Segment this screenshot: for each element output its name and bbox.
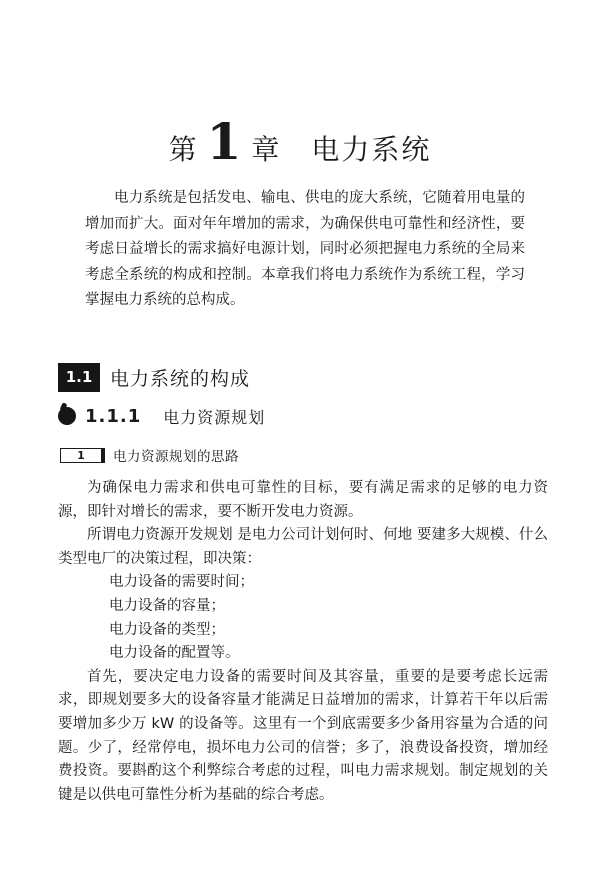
paragraph: 首先，要决定电力设备的需要时间及其容量，重要的是要考虑长远需求，即规划要多大的设备容量才能满足日益增加的需求，计算若干年以后需要增加多少万 kW 的设备等。这里有一个到底需要多少备用容量为合适的问题。少了，经常停电，损坏电力公司的信誉；多了，浪费设备投资，增加经费投资。要斟酌这个利弊综合考虑的过程，叫电力需求规划。制定规划的关键是以供电可靠性分析为基础的综合考虑。	[58, 668, 548, 803]
chapter-intro: 电力系统是包括发电、输电、供电的庞大系统，它随着用电量的增加而扩大。面对年年增加的需求，为确保供电可靠性和经济性，要考虑日益增长的需求搞好电源计划，同时必须把握电力系统的全局来考虑全系统的构成和控制。本章我们将电力系统作为系统工程，学习掌握电力系统的总构成。	[85, 190, 525, 308]
paragraph: 所谓电力资源开发规划 是电力公司计划何时、何地 要建多大规模、什么类型电厂的决策过程，即决策：	[58, 527, 548, 567]
apple-bullet-icon	[58, 407, 76, 425]
subsection-number: 1.1.1	[85, 405, 142, 427]
chapter-suffix: 章	[251, 133, 280, 166]
item-title: 电力资源规划的思路	[113, 449, 239, 465]
list-item: 电力设备的容量；	[109, 597, 225, 614]
subsection-heading	[58, 402, 265, 430]
section-heading	[58, 362, 250, 392]
list-item: 电力设备的配置等。	[109, 645, 240, 662]
chapter-name: 电力系统	[311, 133, 432, 166]
body-text	[58, 477, 548, 807]
list-item: 电力设备的需要时间；	[109, 574, 254, 591]
section-number: 1.1	[58, 363, 100, 392]
item-number: 1	[60, 448, 105, 463]
subsection-title: 电力资源规划	[163, 407, 266, 427]
item-heading	[60, 444, 239, 466]
section-title: 电力系统的构成	[110, 367, 251, 390]
paragraph: 为确保电力需求和供电可靠性的目标，要有满足需求的足够的电力资源，即针对增长的需求，要不断开发电力资源。	[58, 480, 548, 520]
list-item: 电力设备的类型；	[109, 621, 225, 638]
chapter-title	[0, 112, 600, 171]
chapter-number: 1	[206, 112, 242, 171]
chapter-prefix: 第	[168, 133, 197, 166]
